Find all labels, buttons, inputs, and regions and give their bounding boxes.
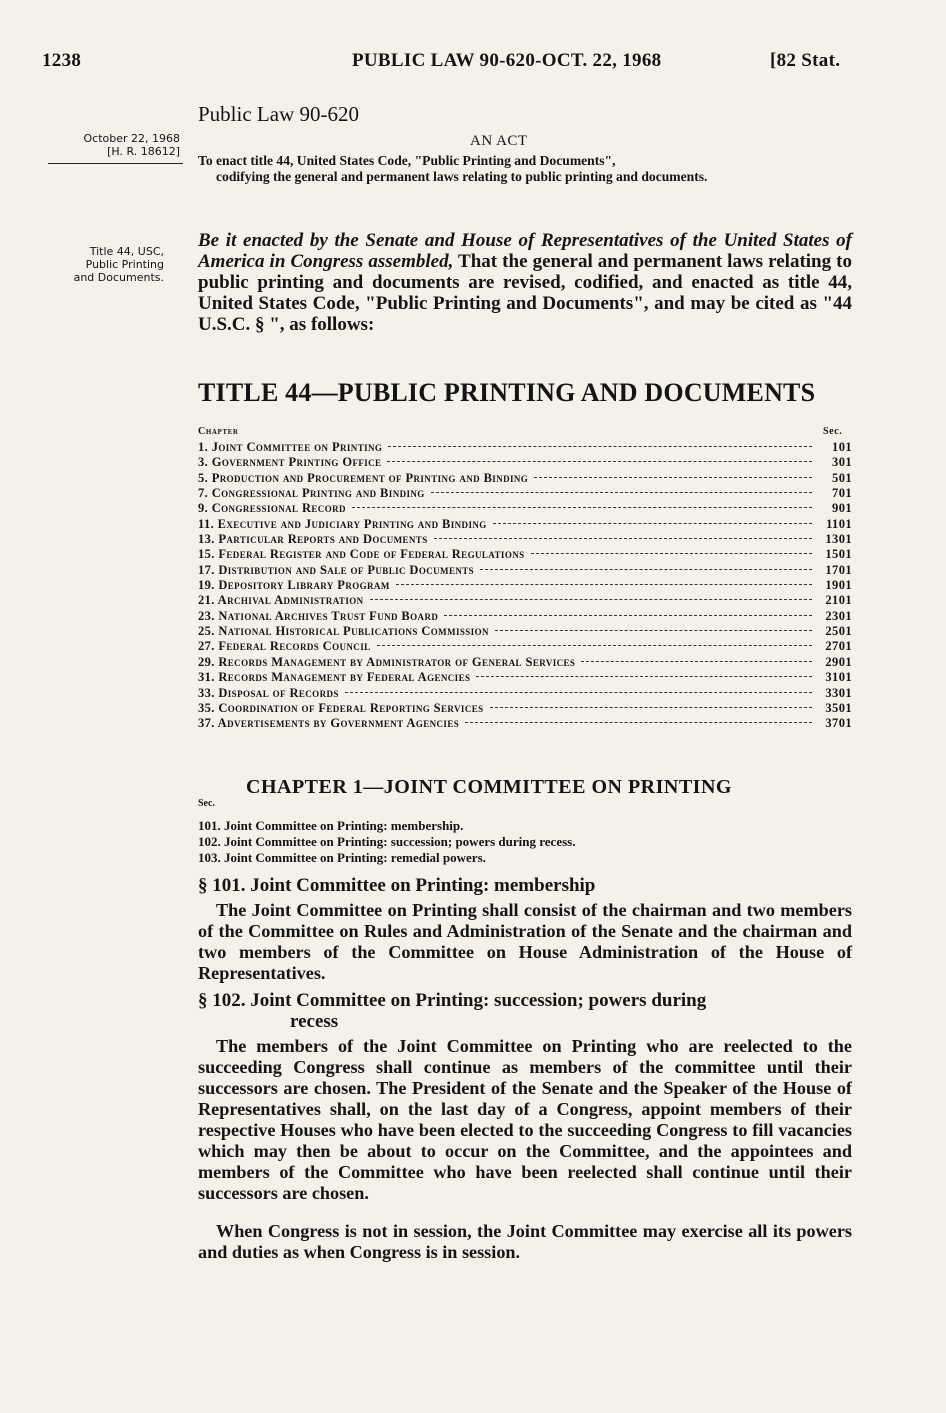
toc-chapter: 33. Disposal of Records <box>198 685 339 700</box>
leader-dots <box>531 553 812 554</box>
toc-row <box>198 701 852 716</box>
toc-chapter: 19. Depository Library Program <box>198 578 390 593</box>
leader-dots <box>434 538 812 539</box>
toc-chapter: 13. Particular Reports and Documents <box>198 532 428 547</box>
toc-section: 2901 <box>825 654 852 669</box>
toc-chapter: 11. Executive and Judiciary Printing and Binding <box>198 516 487 531</box>
chapter-table <box>198 440 852 732</box>
enacting-formula: Be it enacted by the Senate and House of Representatives of the United States of America in Congress assembled, <box>198 230 852 272</box>
toc-row <box>198 486 852 501</box>
toc-section: 3701 <box>825 716 852 731</box>
section-101-heading: § 101. Joint Committee on Printing: membership <box>198 875 596 896</box>
toc-section: 1701 <box>825 562 852 577</box>
law-title: Public Law 90-620 <box>198 102 359 126</box>
toc-section: 3301 <box>825 685 852 700</box>
toc-row <box>198 517 852 532</box>
toc-section: 3101 <box>825 670 852 685</box>
toc-row <box>198 686 852 701</box>
act-purpose-first: To enact title 44, United States Code, "Public Printing and Documents", <box>198 153 616 168</box>
leader-dots <box>388 446 812 447</box>
toc-row <box>198 578 852 593</box>
toc-section: 3501 <box>825 700 852 715</box>
section-101-text: The Joint Committee on Printing shall consist of the chairman and two members of the Committee on Rules and Administration of the Senate and the chairman and two members of the Committee on House Administration of the House of Representatives. <box>198 900 852 983</box>
margin-title-note-line: Title 44, USC, <box>89 245 164 258</box>
toc-section: 301 <box>832 455 852 470</box>
toc-chapter: 5. Production and Procurement of Printing and Binding <box>198 470 529 485</box>
section-list-item: 101. Joint Committee on Printing: membership. <box>198 818 464 833</box>
toc-section: 501 <box>832 470 852 485</box>
toc-chapter-label: Chapter <box>198 426 239 437</box>
chapter-heading: CHAPTER 1—JOINT COMMITTEE ON PRINTING <box>246 776 732 798</box>
leader-dots <box>396 584 812 585</box>
toc-row <box>198 501 852 516</box>
section-list-item: 102. Joint Committee on Printing: succession; powers during recess. <box>198 834 576 849</box>
leader-dots <box>534 477 812 478</box>
toc-row <box>198 563 852 578</box>
margin-title-note <box>40 245 164 284</box>
leader-dots <box>431 492 812 493</box>
leader-dots <box>490 707 812 708</box>
margin-rule <box>48 163 183 164</box>
chapter-section-list <box>198 818 852 866</box>
toc-chapter: 29. Records Management by Administrator of General Services <box>198 654 576 669</box>
toc-section: 1901 <box>825 578 852 593</box>
toc-row <box>198 471 852 486</box>
act-purpose-rest: codifying the general and permanent laws relating to public printing and documents. <box>216 169 708 184</box>
toc-section: 1101 <box>826 516 852 531</box>
leader-dots <box>465 722 812 723</box>
toc-row <box>198 716 852 731</box>
leader-dots <box>495 630 812 631</box>
margin-date-text: October 22, 1968 <box>83 132 180 145</box>
toc-section: 1501 <box>825 547 852 562</box>
toc-section: 2301 <box>825 608 852 623</box>
toc-section: 2701 <box>825 639 852 654</box>
toc-row <box>198 440 852 455</box>
leader-dots <box>345 692 812 693</box>
section-102-heading-first: § 102. Joint Committee on Printing: succession; powers during <box>198 990 707 1011</box>
leader-dots <box>370 599 812 600</box>
margin-date <box>40 132 180 158</box>
margin-bill-number: [H. R. 18612] <box>107 145 180 158</box>
toc-chapter: 21. Archival Administration <box>198 593 364 608</box>
title-heading: TITLE 44—PUBLIC PRINTING AND DOCUMENTS <box>198 378 816 407</box>
act-heading: AN ACT <box>470 133 528 149</box>
toc-chapter: 27. Federal Records Council <box>198 639 371 654</box>
toc-chapter: 15. Federal Register and Code of Federal Regulations <box>198 547 525 562</box>
toc-chapter: 3. Government Printing Office <box>198 455 382 470</box>
toc-section: 1301 <box>825 532 852 547</box>
toc-row <box>198 609 852 624</box>
section-list-item: 103. Joint Committee on Printing: remedial powers. <box>198 850 486 865</box>
toc-chapter: 35. Coordination of Federal Reporting Services <box>198 700 484 715</box>
toc-section: 2101 <box>825 593 852 608</box>
toc-section: 701 <box>832 486 852 501</box>
leader-dots <box>377 645 812 646</box>
toc-row <box>198 593 852 608</box>
toc-chapter: 1. Joint Committee on Printing <box>198 440 383 454</box>
toc-chapter: 17. Distribution and Sale of Public Documents <box>198 562 475 577</box>
toc-section: 901 <box>832 501 852 516</box>
section-102-heading-cont: recess <box>290 1011 339 1032</box>
statute-reference: [82 Stat. <box>770 50 841 71</box>
leader-dots <box>493 523 812 524</box>
leader-dots <box>352 507 812 508</box>
act-purpose <box>198 153 850 185</box>
toc-chapter: 31. Records Management by Federal Agencies <box>198 670 471 685</box>
toc-row <box>198 532 852 547</box>
toc-row <box>198 455 852 470</box>
margin-title-note-line: Public Printing <box>85 258 164 271</box>
section-102-paragraph-2: When Congress is not in session, the Joint Committee may exercise all its powers and duties as when Congress is in session. <box>198 1221 852 1262</box>
leader-dots <box>444 615 812 616</box>
leader-dots <box>476 676 812 677</box>
toc-section: 101 <box>832 440 852 454</box>
toc-row <box>198 624 852 639</box>
section-102-heading <box>198 990 852 1032</box>
toc-row <box>198 655 852 670</box>
running-title: PUBLIC LAW 90-620-OCT. 22, 1968 <box>352 50 662 71</box>
toc-chapter: 25. National Historical Publications Commission <box>198 624 489 639</box>
margin-title-note-line: and Documents. <box>73 271 164 284</box>
page-number: 1238 <box>42 50 82 71</box>
chapter-sec-label: Sec. <box>198 798 215 809</box>
leader-dots <box>480 569 812 570</box>
leader-dots <box>581 661 812 662</box>
toc-chapter: 23. National Archives Trust Fund Board <box>198 608 439 623</box>
toc-section: 2501 <box>825 624 852 639</box>
enacting-clause <box>198 230 852 335</box>
toc-chapter: 37. Advertisements by Government Agencies <box>198 716 460 731</box>
section-102-paragraph-1: The members of the Joint Committee on Printing who are reelected to the succeeding Congress shall continue as members of the committee until their successors are chosen. The President of the Senate and the Speaker of the House of Representatives shall, on the last day of a Congress, appoint members of their respective Houses who have been elected to the succeeding Congress to fill vacancies which may then be about to occur on the Committee, and the appointees and members of the Committee who have been reelected shall continue until their successors are chosen. <box>198 1036 852 1203</box>
toc-row <box>198 670 852 685</box>
leader-dots <box>387 461 812 462</box>
toc-sec-label: Sec. <box>823 426 843 437</box>
toc-chapter: 7. Congressional Printing and Binding <box>198 486 425 501</box>
toc-row <box>198 547 852 562</box>
enacting-text: That the general and permanent laws relating to public printing and documents are revised, codified, and enacted as title 44, United States Code, "Public Printing and Documents", and may be cited as "44 U.S.C. § ", as follows: <box>198 251 853 335</box>
toc-chapter: 9. Congressional Record <box>198 501 346 516</box>
toc-row <box>198 639 852 654</box>
